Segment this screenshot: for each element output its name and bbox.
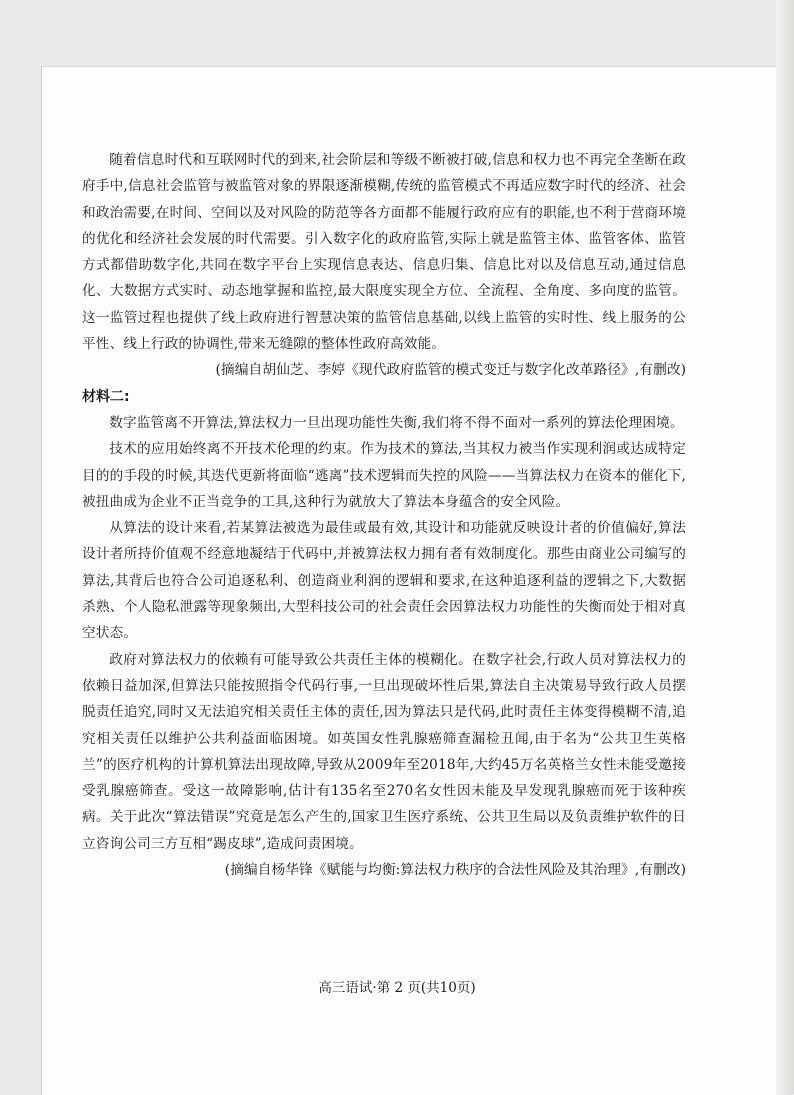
material-two-paragraph-3: 从算法的设计来看,若某算法被选为最佳或最有效,其设计和功能就反映设计者的价值偏好,算法设计者所持价值观不经意地凝结于代码中,并被算法权力拥有者有效制度化。那些由商业公司编写的算法,其背后也符合公司追逐私利、创造商业利润的逻辑和要求,在这种追逐利益的逻辑之下,大数据杀熟、个人隐私泄露等现象频出,大型科技公司的社会责任会因算法权力功能性的失衡而处于相对真空状态。 <box>82 520 686 642</box>
page-footer: 高三语试·第 2 页(共10页) <box>318 980 476 996</box>
material-two-paragraph-1: 数字监管离不开算法,算法权力一旦出现功能性失衡,我们将不得不面对一系列的算法伦理困境。 <box>109 414 684 431</box>
document-body <box>82 147 686 883</box>
source-citation-2: (摘编自杨华锋《赋能与均衡:算法权力秩序的合法性风险及其治理》,有删改) <box>224 862 686 879</box>
material-one-paragraph: 随着信息时代和互联网时代的到来,社会阶层和等级不断被打破,信息和权力也不再完全垄断在政府手中,信息社会监管与被监管对象的界限逐渐模糊,传统的监管模式不再适应数字时代的经济、社会和政治需要,在时间、空间以及对风险的防范等各方面都不能履行政府应有的职能,也不利于营商环境的优化和经济社会发展的时代需要。引入数字化的政府监管,实际上就是监管主体、监管客体、监管方式都借助数字化,共同在数字平台上实现信息表达、信息归集、信息比对以及信息互动,通过信息化、大数据方式实时、动态地掌握和监控,最大限度实现全方位、全流程、全角度、多向度的监管。这一监管过程也提供了线上政府进行智慧决策的监管信息基础,以线上监管的实时性、线上服务的公平性、线上行政的协调性,带来无缝隙的整体性政府高效能。 <box>82 152 686 353</box>
material-two-paragraph-2: 技术的应用始终离不开技术伦理的约束。作为技术的算法,当其权力被当作实现利润或达成特定目的的手段的时候,其迭代更新将面临“逃离”技术逻辑而失控的风险——当算法权力在资本的催化下,被扭曲成为企业不正当竞争的工具,这种行为就放大了算法本身蕴含的安全风险。 <box>82 441 686 510</box>
source-citation-1: (摘编自胡仙芝、李婷《现代政府监管的模式变迁与数字化改革路径》,有删改) <box>215 362 686 379</box>
material-two-paragraph-4: 政府对算法权力的依赖有可能导致公共责任主体的模糊化。在数字社会,行政人员对算法权力的依赖日益加深,但算法只能按照指令代码行事,一旦出现破坏性后果,算法自主决策易导致行政人员摆脱责任追究,同时又无法追究相关责任主体的责任,因为算法只是代码,此时责任主体变得模糊不清,追究相关责任以维护公共利益面临困境。如英国女性乳腺癌筛查漏检丑闻,由于名为“公共卫生英格兰”的医疗机构的计算机算法出现故障,导致从2009年至2018年,大约45万名英格兰女性未能受邀接受乳腺癌筛查。受这一故障影响,估计有135名至270名女性因未能及早发现乳腺癌而死于该种疾病。关于此次“算法错误”究竟是怎么产生的,国家卫生医疗系统、公共卫生局以及负责维护软件的日立咨询公司三方互相“踢皮球”,造成问责困境。 <box>82 651 686 852</box>
scanner-edge <box>776 0 794 1094</box>
material-two-heading: 材料二: <box>82 388 130 405</box>
